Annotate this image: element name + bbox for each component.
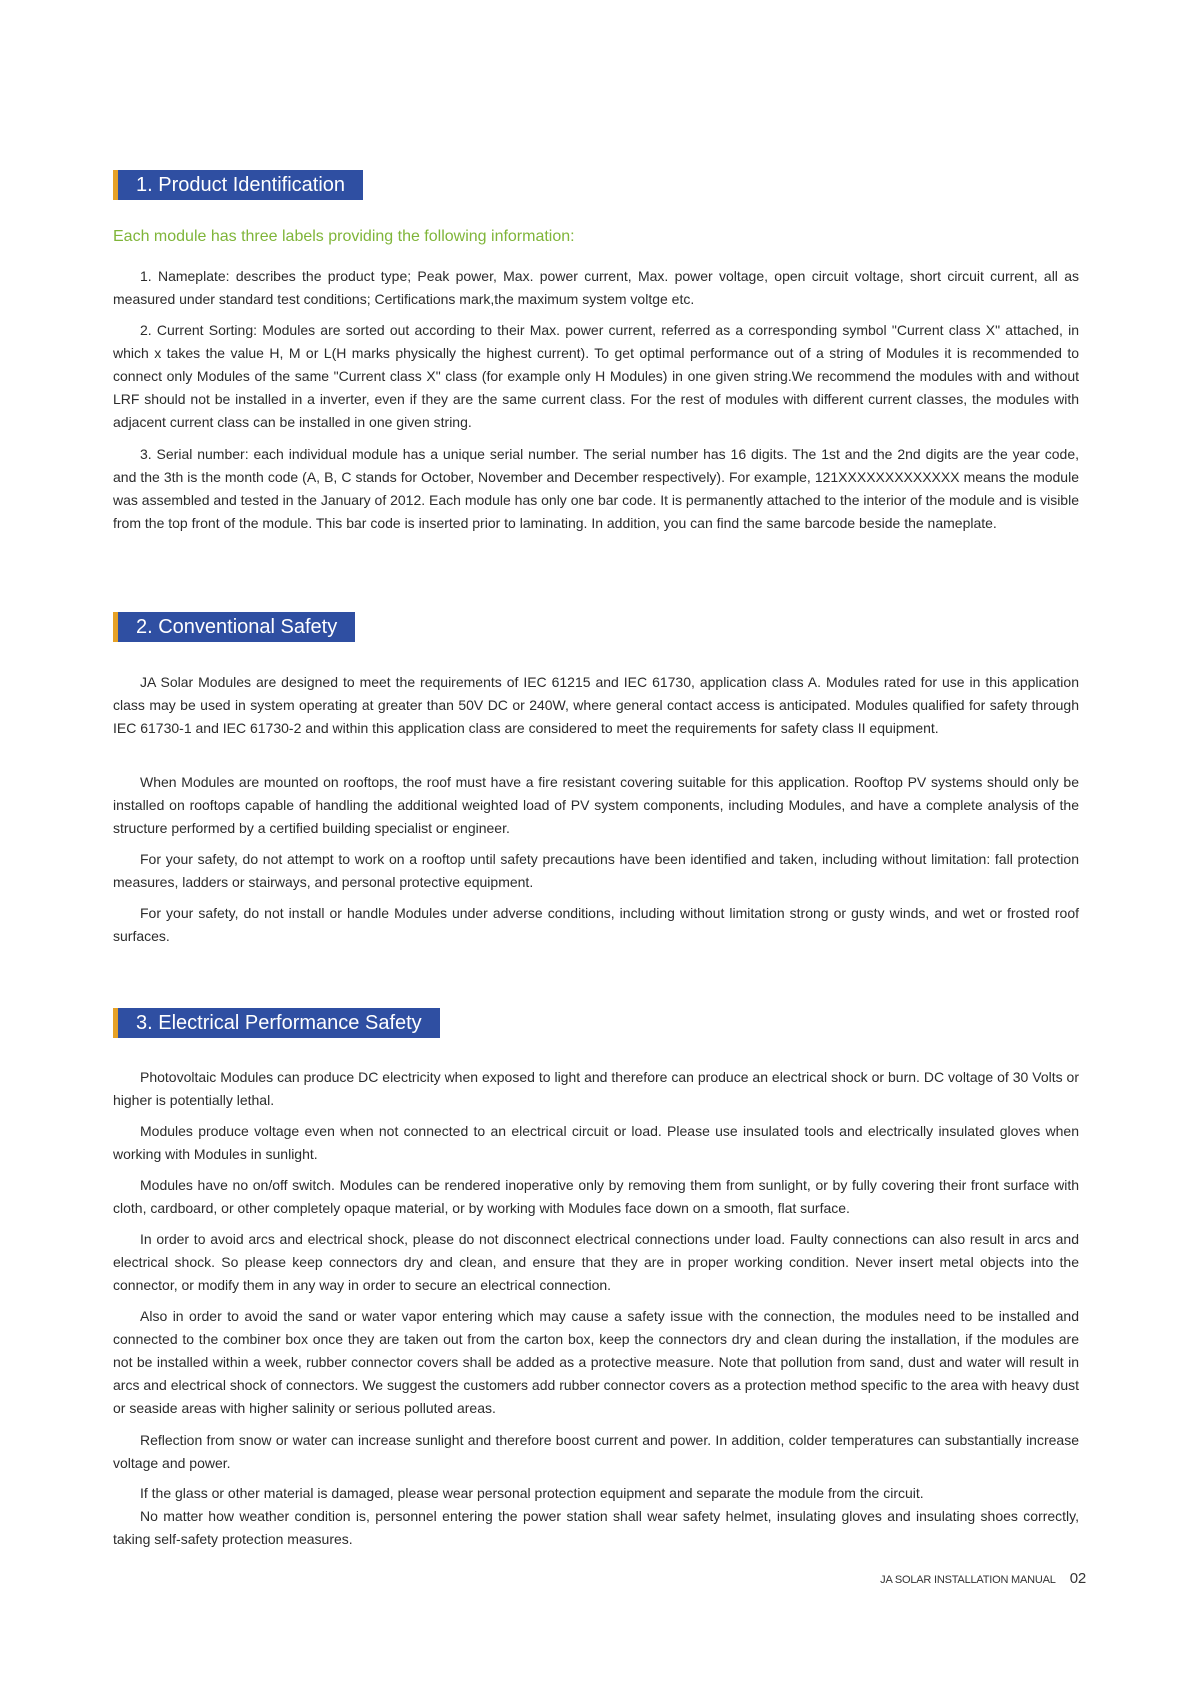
paragraph-no-switch: Modules have no on/off switch. Modules can be rendered inoperative only by removing them from sunlight, or by fully covering their front surface with cloth, cardboard, or other completely opaque material, or by working with Modules face down on a smooth, flat surface. [113,1177,1079,1216]
paragraph-reflection: Reflection from snow or water can increase sunlight and therefore boost current and power. In addition, colder temperatures can substantially increase voltage and power. [113,1432,1079,1471]
section-heading-conventional-safety: 2. Conventional Safety [113,612,355,642]
footer-page-number: 02 [1069,1570,1086,1587]
paragraph-rooftop-mounting: When Modules are mounted on rooftops, the roof must have a fire resistant covering suitable for this application. Rooftop PV systems should only be installed on rooftops capable of handling the additional weighted load of PV system components, including Modules, and have a complete analysis of the structure performed by a certified building specialist or engineer. [113,774,1079,836]
paragraph-current-sorting: 2. Current Sorting: Modules are sorted out according to their Max. power current, referred as a corresponding symbol "Current class X" attached, in which x takes the value H, M or L(H marks physically the highest current). To get optimal performance out of a string of Modules it is recommended to connect only Modules of the same "Current class X" class (for example only H Modules) in one given string.We recommend the modules with and without LRF should not be installed in a inverter, even if they are the same current class. For the rest of modules with different current classes, the modules with adjacent current class can be installed in one given string. [113,322,1079,430]
paragraph-dc-electricity: Photovoltaic Modules can produce DC electricity when exposed to light and therefore can produce an electrical shock or burn. DC voltage of 30 Volts or higher is potentially lethal. [113,1069,1079,1108]
paragraph-serial-number: 3. Serial number: each individual module has a unique serial number. The serial number has 16 digits. The 1st and the 2nd digits are the year code, and the 3th is the month code (A, B, C stands for October, November and December respectively). For example, 121XXXXXXXXXXXXX means the module was assembled and tested in the January of 2012. Each module has only one bar code. It is permanently attached to the interior of the module and is visible from the top front of the module. This bar code is inserted prior to laminating. In addition, you can find the same barcode beside the nameplate. [113,446,1079,531]
footer-manual-title: JA SOLAR INSTALLATION MANUAL [880,1574,1056,1586]
section-heading-product-identification: 1. Product Identification [113,170,363,200]
paragraph-damaged-glass: If the glass or other material is damaged, please wear personal protection equipment and separate the module from the circuit. [140,1485,924,1501]
paragraph-nameplate: 1. Nameplate: describes the product type; Peak power, Max. power current, Max. power voltage, open circuit voltage, short circuit current, all as measured under standard test conditions; Certifications mark,the maximum system voltge etc. [113,268,1079,307]
paragraph-arcs-shock: In order to avoid arcs and electrical shock, please do not disconnect electrical connections under load. Faulty connections can also result in arcs and electrical shock. So please keep connectors dry and clean, and ensure that they are in proper working condition. Never insert metal objects into the connector, or modify them in any way in order to secure an electrical connection. [113,1231,1079,1293]
page-footer [880,1570,1086,1587]
paragraph-adverse-conditions: For your safety, do not install or handle Modules under adverse conditions, including without limitation strong or gusty winds, and wet or frosted roof surfaces. [113,905,1079,944]
paragraph-sand-water-vapor: Also in order to avoid the sand or water vapor entering which may cause a safety issue with the connection, the modules need to be installed and connected to the combiner box once they are taken out from the carton box, keep the connectors dry and clean during the installation, if the modules are not be installed within a week, rubber connector covers shall be added as a protective measure. Note that pollution from sand, dust and water will result in arcs and electrical shock of connectors. We suggest the customers add rubber connector covers as a protection method specific to the area with heavy dust or seaside areas with higher salinity or serious polluted areas. [113,1308,1079,1416]
paragraph-iec-requirements: JA Solar Modules are designed to meet the requirements of IEC 61215 and IEC 61730, application class A. Modules rated for use in this application class may be used in system operating at greater than 50V DC or 240W, where general contact access is anticipated. Modules qualified for safety through IEC 61730-1 and IEC 61730-2 and within this application class are considered to meet the requirements for safety class II equipment. [113,674,1079,736]
paragraph-rooftop-safety: For your safety, do not attempt to work on a rooftop until safety precautions have been identified and taken, including without limitation: fall protection measures, ladders or stairways, and personal protective equipment. [113,851,1079,890]
section-subheading-labels: Each module has three labels providing the following information: [113,228,575,245]
paragraph-personnel-protection: No matter how weather condition is, personnel entering the power station shall wear safety helmet, insulating gloves and insulating shoes correctly, taking self-safety protection measures. [113,1508,1079,1547]
section-heading-electrical-safety: 3. Electrical Performance Safety [113,1008,440,1038]
paragraph-insulated-tools: Modules produce voltage even when not connected to an electrical circuit or load. Please use insulated tools and electrically insulated gloves when working with Modules in sunlight. [113,1123,1079,1162]
